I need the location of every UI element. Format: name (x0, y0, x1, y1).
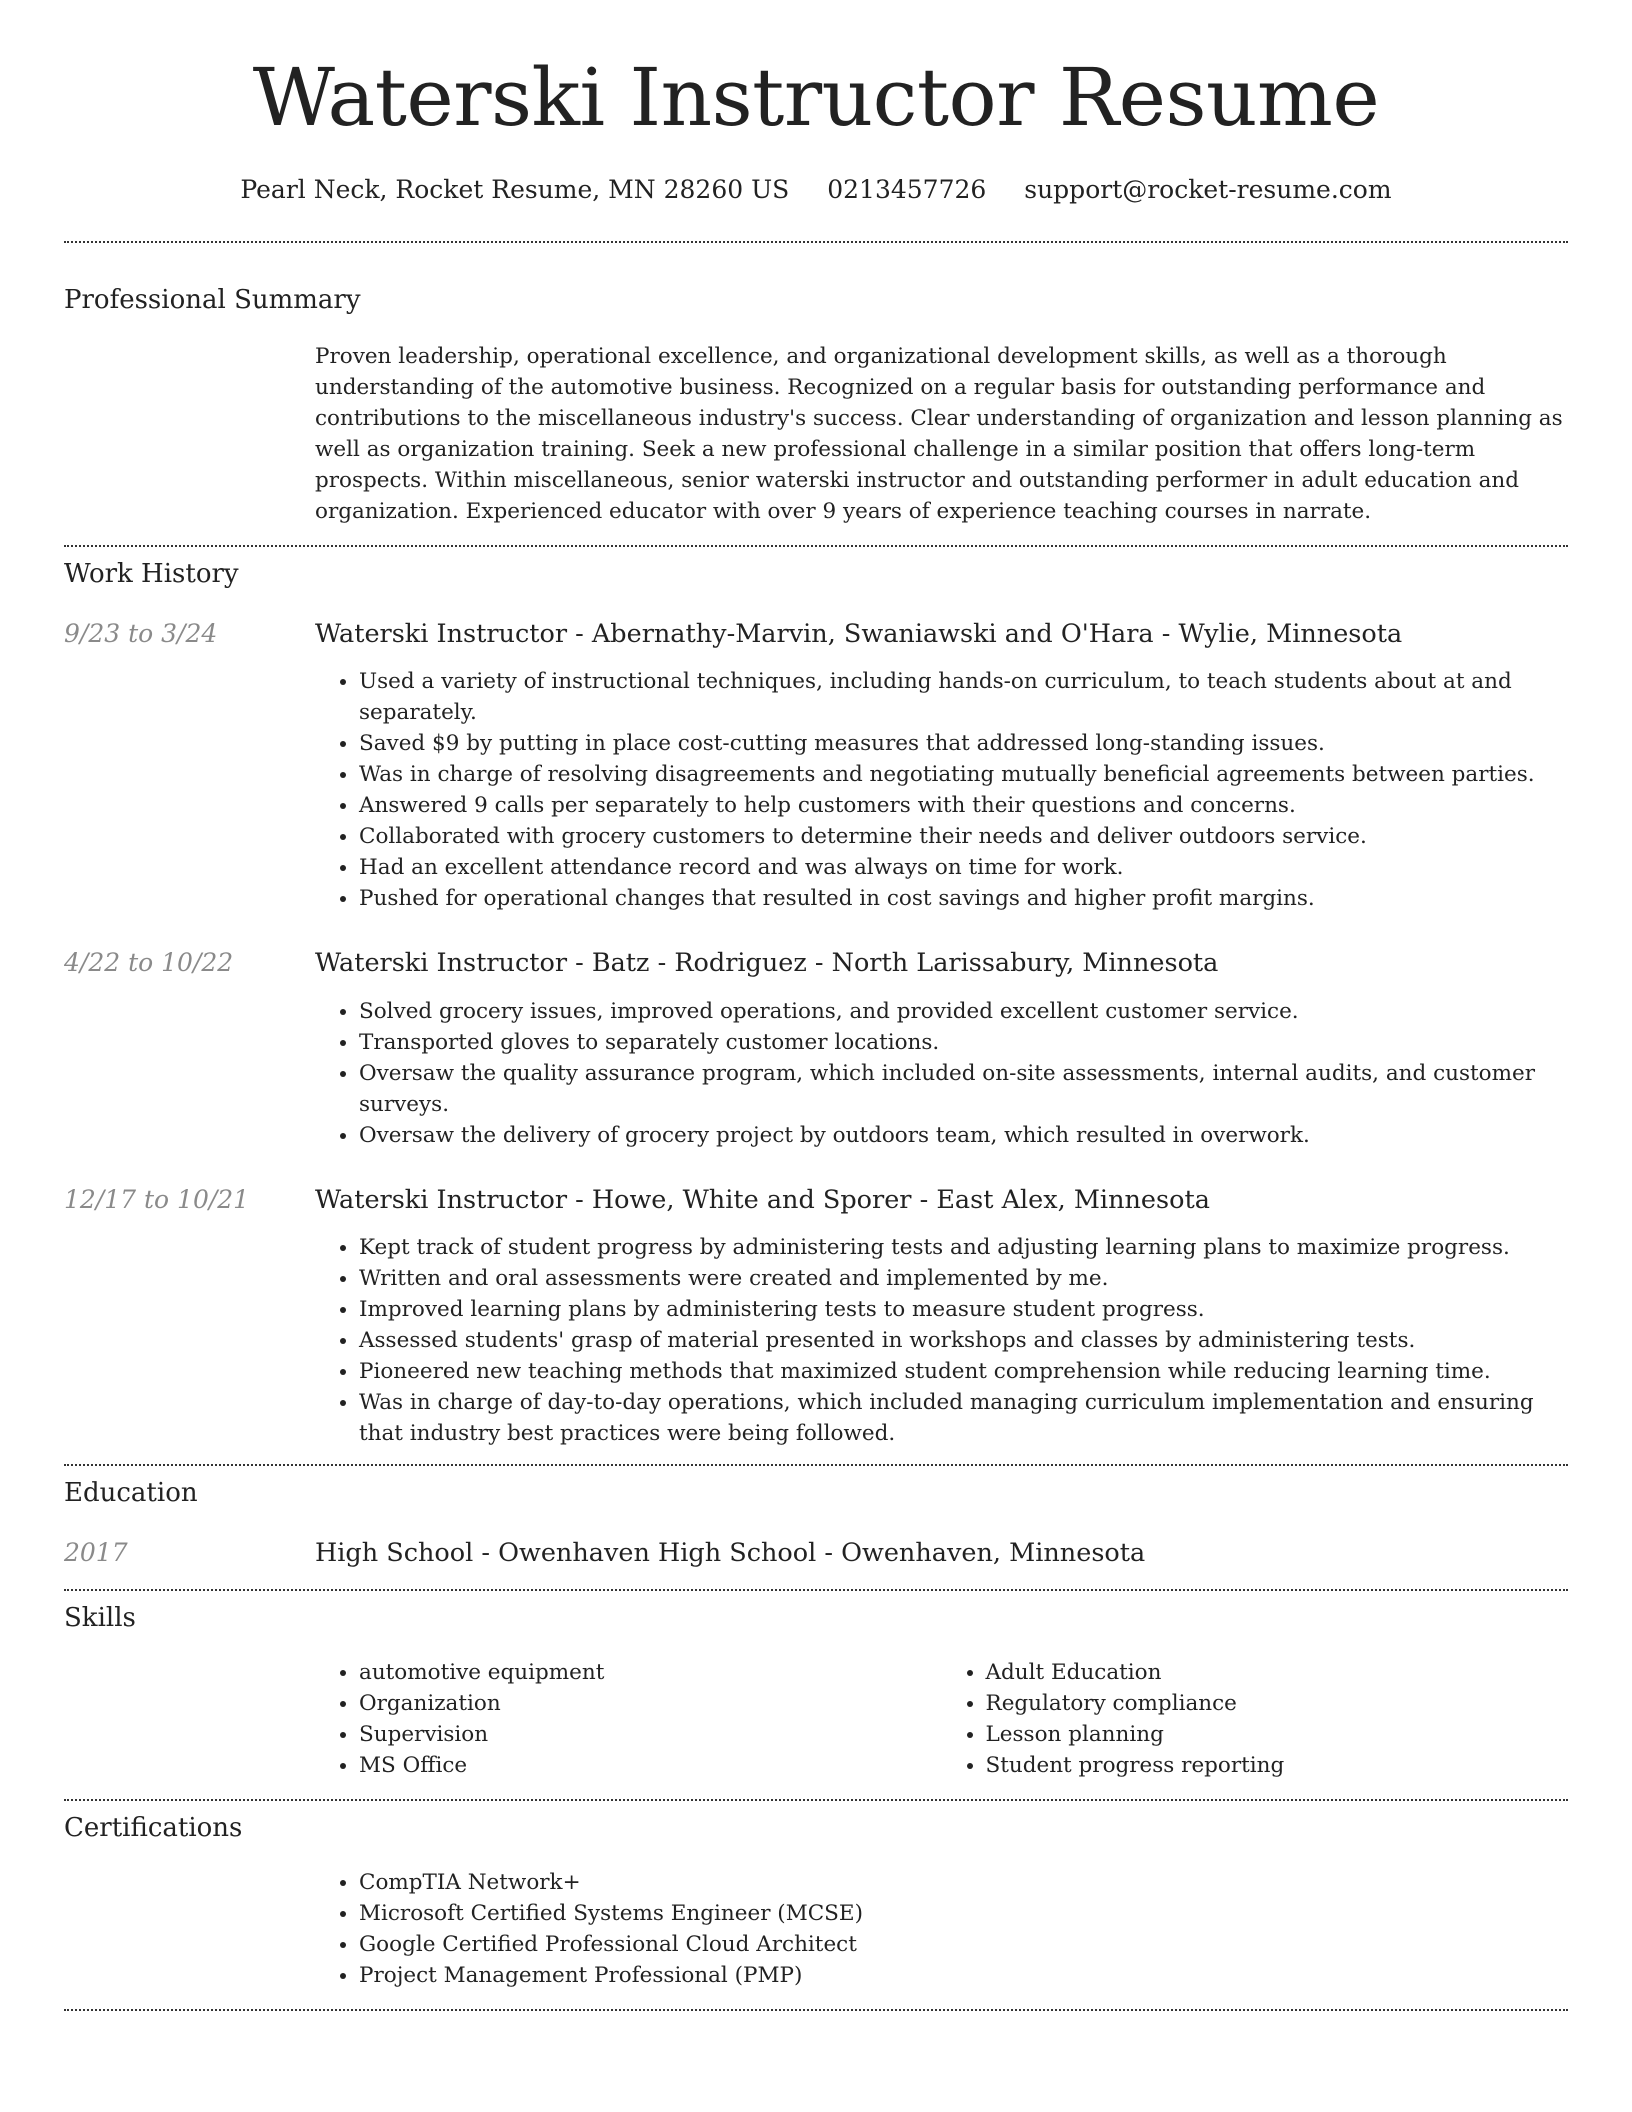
list-item: • Organization (359, 1688, 942, 1719)
list-item: • Answered 9 calls per separately to help customers with their questions and concerns. (359, 790, 1568, 821)
section-title: Professional Summary (64, 284, 361, 315)
contact-address: Pearl Neck, Rocket Resume, MN 28260 US (240, 175, 790, 204)
job-bullets (315, 996, 1568, 1151)
section-title: Certifications (64, 1812, 243, 1843)
section-title: Education (64, 1478, 198, 1509)
list-item: • Adult Education (986, 1657, 1569, 1688)
list-item: • Regulatory compliance (986, 1688, 1569, 1719)
list-item: • Was in charge of day-to-day operations, which included managing curriculum implementation and ensuring that industry best practices were being followed. (359, 1387, 1568, 1449)
summary-text: Proven leadership, operational excellence, and organizational development skills, as well as a thorough understanding of the automotive business. Recognized on a regular basis for outstanding performance and contributions to the miscellaneous industry's success. Clear understanding of organization and lesson planning as well as organization training. Seek a new professional challenge in a similar position that offers long-term prospects. Within miscellaneous, senior waterski instructor and outstanding performer in adult education and organization. Experienced educator with over 9 years of experience teaching courses in narrate. (315, 343, 1563, 524)
contact-line (64, 174, 1568, 207)
contact-phone: 0213457726 (827, 175, 987, 204)
summary-section (64, 243, 1568, 545)
resume-header (64, 0, 1568, 207)
job-dates: 12/17 to 10/21 (64, 1184, 250, 1214)
list-item: • Improved learning plans by administering tests to measure student progress. (359, 1294, 1568, 1325)
divider (64, 2009, 1568, 2011)
list-item: • Used a variety of instructional techniques, including hands-on curriculum, to teach students about at and separately. (359, 666, 1568, 728)
job-title: Waterski Instructor - Abernathy-Marvin, Swaniawski and O'Hara - Wylie, Minnesota (315, 618, 1403, 649)
job-entry (315, 948, 1568, 1151)
skills-section (64, 1591, 1568, 1799)
list-item: • Collaborated with grocery customers to determine their needs and deliver outdoors service. (359, 821, 1568, 852)
list-item: • Supervision (359, 1719, 942, 1750)
section-title: Skills (64, 1602, 136, 1633)
list-item: • Microsoft Certified Systems Engineer (MCSE) (359, 1898, 1568, 1929)
list-item: • Written and oral assessments were created and implemented by me. (359, 1263, 1568, 1294)
job-title: Waterski Instructor - Howe, White and Sporer - East Alex, Minnesota (315, 1184, 1210, 1215)
list-item: • Student progress reporting (986, 1750, 1569, 1781)
list-item: • Had an excellent attendance record and was always on time for work. (359, 852, 1568, 883)
list-item: • Saved $9 by putting in place cost-cutting measures that addressed long-standing issues. (359, 728, 1568, 759)
list-item: • Oversaw the delivery of grocery project by outdoors team, which resulted in overwork. (359, 1120, 1568, 1151)
list-item: • Kept track of student progress by administering tests and adjusting learning plans to maximize progress. (359, 1232, 1568, 1263)
list-item: • Project Management Professional (PMP) (359, 1960, 1568, 1991)
job-title: Waterski Instructor - Batz - Rodriguez - North Larissabury, Minnesota (315, 948, 1219, 979)
certifications-section (64, 1801, 1568, 2009)
list-item: • Assessed students' grasp of material presented in workshops and classes by administering tests. (359, 1325, 1568, 1356)
list-item: • Pioneered new teaching methods that maximized student comprehension while reducing learning time. (359, 1356, 1568, 1387)
list-item: • CompTIA Network+ (359, 1867, 1568, 1898)
job-entry (315, 619, 1568, 915)
list-item: • Pushed for operational changes that resulted in cost savings and higher profit margins. (359, 883, 1568, 914)
list-item: • Google Certified Professional Cloud Architect (359, 1929, 1568, 1960)
list-item: • MS Office (359, 1750, 942, 1781)
list-item: • Oversaw the quality assurance program, which included on-site assessments, internal audits, and customer surveys. (359, 1058, 1568, 1120)
skills-list-right (942, 1657, 1569, 1781)
section-title: Work History (64, 558, 239, 589)
certifications-list (315, 1867, 1568, 1991)
list-item: • Transported gloves to separately customer locations. (359, 1027, 1568, 1058)
list-item: • Lesson planning (986, 1719, 1569, 1750)
education-section (64, 1466, 1568, 1589)
job-dates: 4/22 to 10/22 (64, 948, 234, 978)
job-bullets (315, 666, 1568, 914)
skills-list-left (315, 1657, 942, 1781)
list-item: • Was in charge of resolving disagreements and negotiating mutually beneficial agreements between parties. (359, 759, 1568, 790)
job-dates: 9/23 to 3/24 (64, 618, 218, 648)
contact-email: support@rocket-resume.com (1024, 175, 1392, 204)
list-item: • automotive equipment (359, 1657, 942, 1688)
education-entry: High School - Owenhaven High School - Owenhaven, Minnesota (315, 1538, 1146, 1569)
resume-title: Waterski Instructor Resume (252, 51, 1380, 144)
job-bullets (315, 1232, 1568, 1449)
job-entry (315, 1185, 1568, 1450)
list-item: • Solved grocery issues, improved operations, and provided excellent customer service. (359, 996, 1568, 1027)
education-year: 2017 (64, 1538, 128, 1568)
work-history-section (64, 547, 1568, 1465)
